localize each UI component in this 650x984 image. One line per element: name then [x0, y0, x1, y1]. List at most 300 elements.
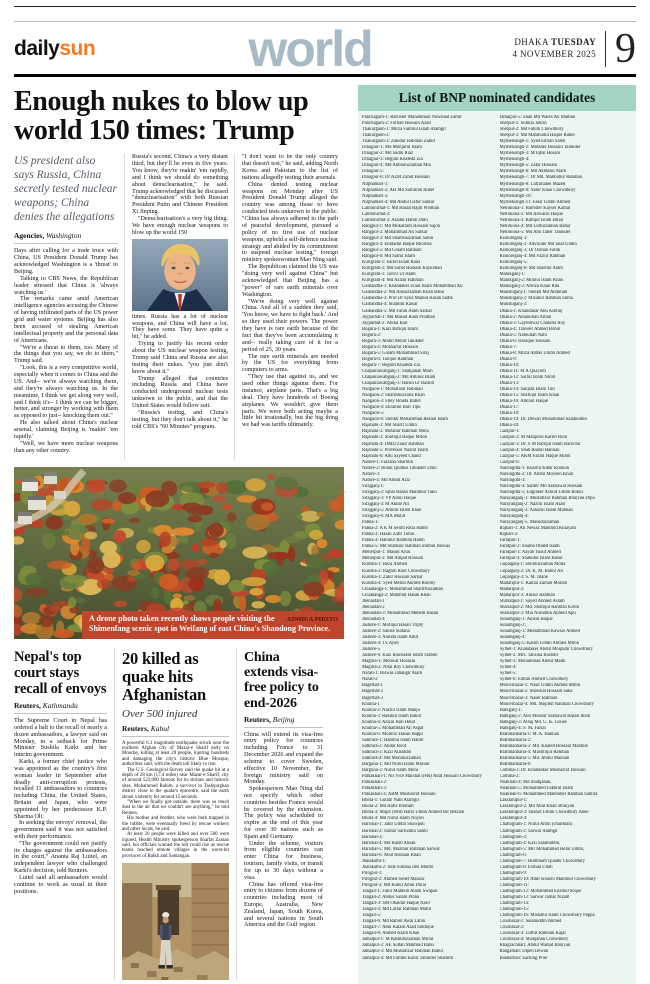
candidate-entry: Khulna-4: Azizul Bari Helal	[362, 719, 415, 725]
paragraph: times. Russia has a lot of nuclear weapons, and China will have a lot. They have some. They have quite a bit," he added.	[132, 313, 228, 341]
candidate-entry: Kishoreganj-5:	[499, 260, 528, 266]
main-body-col2-top	[132, 154, 228, 237]
byline-source: Agencies,	[14, 231, 45, 241]
candidate-entry: Jashore-3: Aninda Islam Amit	[362, 635, 419, 641]
candidate-entry: Narsingdhi-4: Sarder Md Sakhawat Hossain	[499, 483, 583, 489]
paragraph: A powerful 6.3 magnitude earthquake struck near the northern Afghan city of Mazar-e Sharif early on Monday, killing at least 20 people, injuring hundreds and damaging the city's historic Blue Mosque, authorities said, with the death toll likely to rise.	[122, 740, 229, 768]
candidate-entry: Brahmanbaria-2:	[499, 737, 532, 743]
candidate-entry: Bagerhat-2	[362, 689, 383, 695]
candidate-entry: Naogaon-5:	[362, 411, 385, 417]
candidate-entry: Barishal-5: Md. Mazibur Rahman Sarwar	[362, 846, 440, 852]
bottom-articles	[14, 648, 344, 980]
candidate-entry: Jamalpur-4: Md Faridul Kabir Talukder Shamim	[362, 955, 454, 961]
paragraph: "When we finally got outside, there was so much dust in the air that we couldn't see anything," he told Reuters.	[122, 799, 229, 816]
paragraph: Trump alleged that countries including Russia and China have conducted underground nuclear tests unknown to the public, and that the United States would follow suit.	[132, 375, 228, 410]
candidate-entry: Mymensingh-6: Md Akhtarul Alam	[499, 169, 567, 175]
candidate-entry: Pabna-5: Md Shamsur Rahman Shimul Biswas	[362, 544, 451, 550]
candidate-entry: Dinajpur-3: Begum Khaleda Zia	[362, 157, 423, 163]
candidate-entry: Mymensingh-3: M Iqbal Hosain	[499, 151, 561, 157]
candidate-entry: Dinajpur-4: Md Akhtaruzzaman Mia	[362, 163, 431, 169]
candidate-entry: Gazipur-2: M Manjurul Karim Roni	[499, 435, 568, 441]
candidate-entry: Tangail-3: SM Obaidul Haque Nasir	[362, 901, 431, 907]
byline-location: Kathmandu	[42, 701, 78, 711]
candidate-entry: Kushtia-2: Raghib Rauf Chowdhury	[362, 568, 431, 574]
candidate-entry: Bagerhat-3	[362, 695, 383, 701]
candidate-entry: Bogura-2:	[362, 332, 382, 338]
candidate-entry: Barishal-4: Md Razib Ahsan	[362, 840, 416, 846]
candidate-entry: Chattogram-8: Ershad Ullah	[499, 864, 553, 870]
candidate-entry: Gopalganj-1: Selimuzzaman Molla	[499, 562, 566, 568]
bnp-panel	[358, 85, 636, 984]
candidate-entry: Dhaka-2: Amanullah Aman	[499, 314, 552, 320]
byline-location: Washington	[46, 231, 82, 241]
candidate-entry: Dhaka-14: Sanjida Islam Tuli	[499, 387, 555, 393]
dateline-date: 4 NOVEMBER 2025	[512, 49, 596, 59]
candidate-entry: Gazipur-6:	[499, 459, 520, 465]
dateline-city: DHAKA	[514, 37, 549, 48]
candidate-entry: Sirajganj-4: M Akbar Ali	[362, 502, 410, 507]
candidate-entry: Dinajpur-1: Md Monjurul Islam	[362, 145, 422, 151]
candidate-entry: Jamalpur-5: Shah Md Wares Ali Mamun	[499, 115, 576, 120]
candidate-entry: Jamalpur-1: M Rashiduzzaman Millat	[362, 937, 434, 943]
candidate-entry: Rangpur-6: Md Saiful Islam	[362, 254, 415, 260]
paragraph: China will extend its visa-free entry policy for countries including France to 31 December 2026 and expand the scheme to cover Sweden, effective 10 November, the foreign ministry said on Monday.	[244, 730, 323, 786]
candidate-entry: Khulna-5: Mohammad Ali Asgar	[362, 725, 424, 731]
candidate-entry: Dhaka-1: Khandakar Abu Ashfaq	[499, 308, 563, 314]
candidate-entry: Dhaka-8: Mirza Abbas Uddin Ahmed	[499, 350, 570, 356]
candidate-entry: Jashore-2: Sabira Sultana	[362, 628, 410, 634]
candidate-entry: Naogaon-4: Ekramul Bari Tipu	[362, 405, 421, 411]
candidate-entry: Dhaka-7:	[499, 344, 517, 350]
candidate-entry: Moulvibazar-1: Nasir Uddin Ahmed Mithu	[499, 683, 581, 689]
candidate-entry: Sirajganj-1:	[362, 483, 385, 489]
candidate-entry: Gazipur-5: AKM Fazlul Haque Milon	[499, 453, 571, 459]
candidate-entry: Chattogram-4: Kazi Salahuddin,	[499, 840, 561, 846]
candidate-entry: Chapainawabganj-3: Harun Ur Rashid	[362, 381, 434, 387]
candidate-entry: Noakhali-5: Mohammed Fakhrul Islam	[499, 786, 574, 792]
candidate-entry: Bogura-3: Abdul Mohit Talukder	[362, 338, 424, 344]
candidate-entry: Narsingdhi-1: Khairul Kabir Khokon	[499, 465, 570, 471]
candidate-entry: Chattogram-7: Hummam Quader Chowdhury	[499, 858, 586, 864]
left-region	[14, 85, 344, 984]
candidate-entry: Tangail-6: Md Rabiul Awal Lablu	[362, 919, 426, 925]
dateline-divider	[605, 31, 606, 67]
candidate-entry: Brahmanbaria-6:	[499, 762, 532, 768]
main-story-col-2	[124, 154, 234, 460]
trump-portrait-image	[132, 239, 228, 311]
paragraph: Karki, a former chief justice who was appointed as the country's first woman leader in September after deadly anti-corruption protests, recalled 11 ambassadors to countries including China, the United States, Britain and Japan, who were appointed by her predecessor K.P. Sharma Oli.	[14, 758, 107, 820]
candidate-entry: Bogura-6: Tarique Rahman	[362, 356, 414, 362]
dateline-day: TUESDAY	[551, 37, 596, 48]
candidate-entry: Bagerhat-1	[362, 683, 383, 689]
candidate-entry: Sylhet-4:	[499, 665, 517, 671]
candidate-entry: Gazipur-1:	[499, 429, 520, 435]
paragraph: "We're doing very well against China. And all of a sudden they said, 'You know, we have to fight back.' And so they used their powers. The power they have is rare earth because of the fact that they've been accumulating it and-- really taking care of it for a period of 25, 30 years.	[242, 298, 338, 353]
candidate-entry: Dhaka-9:	[499, 356, 517, 362]
candidate-entry: Thakurgaon-1: Mirza Fakhrul Islam Alamgir	[362, 127, 447, 133]
quake-subhead: Over 500 injured	[122, 707, 198, 720]
candidate-entry: Chuadanga-1: Mohammad Shariffuzzaman	[362, 586, 443, 592]
candidate-entry: Naogaon-1: Mostafizur Rahman	[362, 387, 423, 393]
candidate-entry: Jhenaidah-1	[362, 598, 385, 604]
paragraph: Talking to CBS News, the Republican leader stressed that China is 'always watching us.'	[14, 275, 118, 296]
candidate-entry: Kishoreganj-2: Advocate Md Jalal Uddin	[499, 241, 577, 247]
candidate-entry: Sirajganj-5: Amirul Islam Khan	[362, 508, 422, 514]
candidate-entry: Manikganj-2: Moinul Islam Khan	[499, 278, 563, 284]
paragraph: His mother and brother, who were both trapped in the rubble, were eventually freed by rescue workers and other locals, he said.	[122, 816, 229, 832]
paragraph: China has offered visa-free entry to citizens from dozens of countries including most of Europe, Australia, New Zealand, Japan, South Korea, and several nations in South America and the Gulf region.	[244, 880, 323, 929]
candidate-entry: Shariatpur-1: Sayed Ahmed Aslam	[499, 598, 565, 604]
candidate-entry: Faridpur-3: Nayab Yusuf Ahmed	[499, 550, 561, 556]
candidate-entry: Sunamganj-3: Mohammad Kawsar Ahmed	[499, 628, 580, 634]
candidate-entry: Gaibandha-4: Shamim Kaisar	[362, 302, 418, 308]
dateline-block	[446, 28, 636, 70]
candidate-entry: Chapainawabganj-2: Md Aminul Islam	[362, 375, 436, 381]
candidate-entry: Chattogram-10: Amir Khasru Mahmud Chowdhury	[499, 876, 597, 882]
candidate-entry: Manikganj-1:	[499, 272, 526, 278]
candidate-entry: Narayanganj-1: Mustafizur Rahman Bhuiyan Dipu	[499, 495, 595, 501]
candidate-entry: Meherpur-2: Md Amjad Hossain	[362, 556, 424, 562]
candidate-entry: Jhalakathi-1:	[362, 858, 387, 864]
candidate-entry: Munshiganj-1: Sheikh Md Abdullah	[499, 290, 568, 296]
candidate-entry: Dhaka-10:	[499, 362, 520, 368]
candidate-entry: Bandarban: Saching Prue	[499, 955, 548, 961]
candidate-entry: Jashore-5	[362, 647, 380, 653]
candidate-entry: Sirajganj-2: Iqbal Hasan Mahmud Tuku	[362, 489, 437, 495]
visa-article	[236, 648, 330, 980]
byline-location: Kabul	[150, 723, 170, 733]
candidate-entry: Gazipur-3: Dr. S M Rafiqul Islam Bachchu	[499, 441, 581, 447]
byline-location: Beijing	[272, 714, 295, 724]
candidate-entry: Gopalganj-2: Dr. K. M. Babor Ali	[499, 568, 564, 574]
quake-article	[114, 648, 236, 980]
candidate-entry: Munshiganj-2: Mizanur Rahman Sinha	[499, 296, 573, 302]
candidate-entry: Narail-2	[362, 677, 378, 683]
candidate-entry: Rajshahi-3: Shofiqul Haque Milon	[362, 435, 427, 441]
candidate-entry: Dhaka-3: Gayeshwar Chandra Roy	[499, 320, 566, 326]
candidate-entry: Sunamganj-1: Anisul Haque	[499, 616, 553, 622]
candidate-entry: Coxsbazar-2:	[499, 925, 525, 931]
candidate-entry: Khulna-2: Nazrul Islam Manju	[362, 707, 420, 713]
candidate-entry: Patuakhali-2:	[362, 780, 387, 786]
candidate-entry: Rajshahi-4: DMD Ziaur Rahman	[362, 441, 424, 447]
candidate-entry: Chattogram-13: Sarwar Jamal Nizam	[499, 895, 570, 901]
paragraph: "They use that against us, and we used other things against them. For instance, airplane parts. That's a big deal. They have hundreds of Boeing airplanes. We wouldn't give them parts. We were both acting maybe a little bit irrationally, but the big thing we had was tariffs ultimately.	[242, 374, 338, 429]
candidate-entry: Patuakhali-1: Air Vice Marshal (retd) Altaf Hossain Chowdhury	[362, 774, 483, 780]
candidate-entry: Faridpur-1:	[499, 538, 521, 544]
candidate-entry: Mymensingh-4:	[499, 157, 530, 163]
candidate-entry: Joypurhat-2: Abdul Bari	[362, 320, 408, 326]
candidate-entry: Sylhet-2: Mrs. Tahsina Rushdir	[499, 653, 559, 659]
candidate-entry: Dhaka-15: Shafiqul Islam Khan	[499, 393, 560, 399]
nepal-body	[14, 718, 107, 895]
candidate-entry: Pabna-3: Hasan Zafir Tuhin	[362, 532, 415, 538]
candidate-entry: Barishal-1: Jahir Uddin Shawpon	[362, 822, 425, 828]
candidate-entry: Thakurgaon-2:	[362, 133, 390, 139]
candidate-entry: Magura-1: Monwar Hossain	[362, 659, 416, 665]
daily-sun-logo	[14, 37, 174, 61]
candidate-entry: Meherpur-1: Masud Arun	[362, 550, 411, 556]
bnp-list-right	[500, 115, 633, 967]
paragraph: "The government could not justify its charges against the ambassadors in the court," Ananta Raj Luitel, an independent lawyer who challenged Karki's decision, told Reuters.	[14, 839, 107, 875]
candidate-entry: Comilla-2:	[499, 774, 520, 780]
candidate-entry: Sunamganj-4:	[499, 635, 526, 641]
candidate-entry: Kishoreganj-6: Md Shariful Alam	[499, 266, 563, 272]
section-title: world	[248, 21, 372, 77]
paragraph: The U.S. Geological Survey said the quake hit at a depth of 28 km (17.4 miles) near Mazar-e Sharif, city of around 523,000 famous for its shrines and historic sites. Mohammad Rahim, a survivor in Tashqurghan district close to the quake's epicentre, said the earth shook violently for around 15 seconds.	[122, 767, 229, 800]
candidate-entry: Naogaon-3: Fdey Houda Babol	[362, 399, 421, 405]
candidate-entry: Patuakhali-4: ABM Mosharraf Hossain	[362, 792, 436, 798]
candidate-entry: Shariatpur-2: Md. Shafiqul Rahman Kiron	[499, 604, 579, 610]
visa-byline	[244, 715, 323, 728]
bnp-panel-columns	[358, 111, 636, 971]
candidate-entry: Pabna-1:	[362, 520, 379, 526]
paragraph: In seeking the envoys' removal, the government said it was not satisfied with their performance.	[14, 819, 107, 840]
byline-source: Reuters,	[122, 723, 149, 733]
candidate-entry: Pirojpur-1:	[362, 870, 383, 876]
candidate-entry: Coxsbazar-4: Shahjahan Chowdhury	[499, 937, 569, 943]
candidate-entry: Rajshahi-6: Abu Sayeed Chand	[362, 453, 421, 459]
candidate-entry: Lalmonirhat-1: Md Hasan Rajib Prodhan	[362, 205, 440, 211]
candidate-entry: Kurigram-2: Md Sohel Hossain Kaykobad	[362, 266, 442, 272]
candidate-entry: Jamalpur-2: AE Sultan Mahmud Babu	[362, 943, 434, 949]
visa-body	[244, 732, 323, 930]
candidate-entry: Netrokona-1: Barrister Kayser Kamal	[499, 205, 571, 211]
candidate-entry: Satkhira-2: Abdur Rouf	[362, 743, 407, 749]
candidate-entry: Mymensingh-1: Syed Emran Saleh	[499, 139, 566, 145]
candidate-entry: Naogaon-6: Sheikh Mohammad Rezaul Islam	[362, 417, 448, 423]
candidate-entry: Khagrachhari: Abdul Wadud Bhuiyan	[499, 943, 571, 949]
candidate-entry: Sylhet-5:	[499, 671, 517, 677]
candidate-entry: Narayanganj-4:	[499, 514, 529, 520]
paragraph: Days after calling for a trade truce with China, US President Donald Trump has acknowledged Washington is a 'threat' to Beijing.	[14, 248, 118, 275]
candidate-entry: Rangpur-1: Md Mokarram Hossain Sajon	[362, 223, 441, 229]
candidate-entry: Gaibandha-2: Md Anisuzzaman Khan Babu	[362, 290, 445, 296]
candidate-entry: Sherpur-2: Md Fahim Chowdhury	[499, 127, 564, 133]
candidate-entry: Noakhali-4: Md Shahjahan,	[499, 780, 552, 786]
candidate-entry: Pabna-2: A K M Selim Reza Habib	[362, 526, 428, 532]
candidate-entry: Rangpur-2: Mohammad Ali Sarkar	[362, 229, 428, 235]
candidate-entry: Chapainawabganj-1: Shahjahan Miah	[362, 368, 433, 374]
candidate-entry: Mymensingh-11: Fakir Uddin Ahmed	[499, 199, 571, 205]
candidate-entry: Dhaka-11: M A Quayum	[499, 368, 546, 374]
candidate-entry: Rajbari-1: Ali Newaz Mahmud Khaiyam	[499, 526, 577, 532]
paragraph: "Well, we have more nuclear weapons than any other country.	[14, 440, 118, 454]
candidate-entry: Netrokona-2: Md Anwarul Haque	[499, 211, 563, 217]
main-story-col-1	[14, 154, 124, 460]
candidate-entry: Mymensingh-2: Motaher Hossain Talukder	[499, 145, 581, 151]
masthead	[14, 21, 636, 77]
candidate-entry: Dhaka-19: Dr. Dewan Mohammad Salahuddin	[499, 417, 587, 423]
candidate-entry: Patuakhali-3:	[362, 786, 387, 792]
candidate-entry: Khulna-6: Monirul Hasan Bappi	[362, 731, 423, 737]
candidate-entry: Rangpur-4: Emdadul Haque Bhorosa	[362, 241, 432, 247]
photo-caption-text: A drone photo taken recently shows people visiting the Shimenfang scenic spot in Weifang of east China's Shandong Province.	[89, 613, 331, 634]
candidate-entry: Chattogram-1: Nurul Amin (chairman)	[499, 822, 573, 828]
main-story-col-3	[234, 154, 344, 460]
candidate-entry: Gaibandha-3: Prof Dr Syed Mainul Hasan Sadik	[362, 296, 453, 302]
candidate-entry: Dhaka-6: Ishraque Hossain	[499, 338, 551, 344]
candidate-entry: Faridpur-2: Shama Obaed Islam	[499, 544, 560, 550]
candidate-entry: Chattogram-3:	[499, 834, 527, 840]
candidate-entry: Rajshahi-1: Md Sharif Uddin	[362, 423, 417, 429]
paragraph: Luitel said all ambassadors would continue to work as usual in their positions.	[14, 873, 107, 895]
nepal-byline	[14, 701, 107, 714]
candidate-entry: Netrokona-4: Md Lutfuzzaman Babar	[499, 223, 571, 229]
bnp-list-left	[362, 115, 495, 967]
quake-byline	[122, 724, 229, 737]
candidate-entry: Kushtia-3: Zakir Hossain Sarkar	[362, 574, 423, 580]
candidate-entry: Bhola-1: Golam Nabi Alamgir	[362, 798, 420, 804]
candidate-entry: Madaripur-2:	[499, 586, 525, 592]
candidate-entry: Faridpur-4: Shahidul Islam Babul	[499, 556, 563, 562]
paragraph: "I don't want to be the only country that doesn't test," he said, adding North Korea and Pakistan to the list of nations allegedly testing their arsenals.	[242, 154, 338, 181]
candidate-entry: Pirojpur-2: Ahmed Sohel Manzur	[362, 876, 425, 882]
candidate-entry: Mymensingh-10:	[499, 193, 532, 199]
quake-headline: 20 killed as quake hits Afghanistan	[122, 649, 206, 704]
candidate-entry: Gopalganj-3: S. M. Jilane	[499, 574, 548, 580]
candidate-entry: Chuadanga-2: Mahmud Hasan Khan	[362, 592, 431, 598]
candidate-entry: Coxsbazar-1: Salahuddin Ahmed	[499, 919, 562, 925]
candidate-entry: Satkhira-4: Md Moninuzzaman	[362, 755, 421, 761]
candidate-entry: Tangail-2: Abdus Salam Pinnu	[362, 895, 420, 901]
logo-daily: daily	[14, 37, 60, 60]
candidate-entry: Satkhira-3: Kazi Alauddin	[362, 749, 412, 755]
candidate-entry: Lalmonirhat-2:	[362, 211, 391, 217]
paragraph: The remarks came amid American intelligence agencies accusing the Chinese of having infiltrated parts of the US power grid and water systems. Beijing has also been accused of stealing American intellectual property and the personal data of Americans.	[14, 296, 118, 344]
candidate-entry: Rangpur-3: Md Shamsuzzaman Samu	[362, 235, 434, 241]
candidate-entry: Sunamganj-2:	[499, 622, 526, 628]
candidate-entry: Barishal-6: Abul Hossain Khan	[362, 852, 421, 858]
quake-rubble-image	[122, 863, 229, 980]
paragraph: "We're a threat to them, too. Many of the things that you say, we do to them," Trump said.	[14, 344, 118, 365]
candidate-entry: Magura-2: Nitai Roy Chowdhury	[362, 665, 425, 671]
candidate-entry: Pabna-4: Habibur Rahman Habib	[362, 538, 425, 544]
candidate-entry: Sunamganj-5: Kalim Uddin Ahmed Milon	[499, 641, 579, 647]
main-body-col3	[242, 154, 338, 429]
candidate-entry: Noakhali-6: Mohammed Mahbuber Rahman Samira	[499, 792, 598, 798]
byline-source: Reuters,	[14, 701, 41, 711]
paragraph: "Russia's testing, and China's testing, but they don't talk about it," he told CBS's "60 Minutes" program.	[132, 409, 228, 430]
candidate-entry: Sirajganj-6: MA Muhit	[362, 514, 406, 520]
candidate-entry: Narayanganj-2: Nazrul Islam Azad	[499, 502, 565, 507]
candidate-entry: Bogura-4: Mosharraf Hossain	[362, 344, 418, 350]
candidate-entry: Madaripur-1: Kamal Zaman Mollah	[499, 580, 567, 586]
candidate-entry: Narsingdhi-2: Dr. Abdul Moyeen Khan	[499, 471, 574, 477]
main-headline: Enough nukes to blow up world 150 times: Trump	[14, 86, 309, 147]
candidate-entry: Chattogram-16: Miskatul Islam Chowdhury Pappa	[499, 913, 595, 919]
candidate-entry: Chattogram-6:	[499, 852, 527, 858]
candidate-entry: Netrokona-5: Md Abu Taher Talukder	[499, 229, 571, 235]
candidate-entry: Chattogram-5: Mir Mohammed Helal Uddin,	[499, 846, 585, 852]
candidate-entry: Bogura-7: Begum Khaleda Zia	[362, 362, 420, 368]
candidate-entry: Moulvibazar-3: Naser Rahman	[499, 695, 558, 701]
photo-credit: -XINHUA PHOTO	[284, 615, 338, 623]
candidate-entry: Mymensingh-8: Lutfullahel Mazed	[499, 181, 566, 187]
candidate-entry: Shariatpur-3: Mia Nuruddin Ahmed Apu	[499, 610, 576, 616]
candidate-entry: Rangpur-5: Md Golam Rabbani	[362, 248, 422, 254]
candidate-entry: Nilphamari-4: Md Abdul Gafur Sarkar	[362, 199, 435, 205]
candidate-entry: Barishal-2: Sardar Sarfuddin Santu	[362, 828, 428, 834]
candidate-entry: Manikganj-3: Afroza Khan Rita	[499, 284, 560, 290]
candidate-entry: Natore-2: Ruhul Quddus Talukder Dulu	[362, 465, 437, 471]
candidate-entry: Chattogram-12: Mohammed Enamul hoque	[499, 889, 582, 894]
candidate-entry: Rajbari-2:	[499, 532, 519, 538]
candidate-entry: Kurigram-1: Saiful Islam Rana	[362, 260, 421, 266]
candidate-entry: Chattogram-9:	[499, 870, 527, 876]
candidate-entry: Sylhet-1: Khandaker Abdul Moqtadir Chowdhury	[499, 647, 593, 653]
candidate-entry: Rajshahi-5: Professor Nazrul Islam	[362, 447, 429, 453]
standfirst: US president also says Russia, China secretly tested nuclear weapons; China denies the allegations	[14, 155, 118, 224]
candidate-entry: Coxsbazar-3: Lutfur Rahman Kajal	[499, 931, 566, 937]
candidate-entry: Dhaka-13:	[499, 381, 520, 387]
bnp-panel-title: List of BNP nominated candidates	[358, 85, 636, 111]
candidate-entry: Sherpur-1: Sumila Jabrin	[499, 121, 547, 127]
candidate-entry: Pirojpur-3: Md Ruhul Amin Dulal	[362, 882, 426, 888]
candidate-entry: Nilphamari-1:	[362, 181, 389, 187]
candidate-entry: Dhaka-18:	[499, 411, 520, 417]
candidate-entry: Narayanganj-5: Masuduzzaman	[499, 520, 560, 526]
candidate-entry: Satkhira-1: Habibul Islam Habib	[362, 737, 424, 743]
candidate-entry: Tangail-7: Abul Kalam Azad Siddique	[362, 925, 434, 931]
paragraph: Spokesperson Mao Ning did not specify which other countries besides France would be covered by the extension. The policy was scheduled to expire at the end of this year for over 30 nations such as Spain and Germany.	[244, 785, 323, 840]
candidate-entry: Natore-1: Farzana Sharmin	[362, 459, 414, 465]
candidate-entry: Naogaon-2: Shamshuzzoha Khan	[362, 393, 425, 399]
candidate-entry: Kushtia-4: Syed Mehdi Ahmed Roomy	[362, 580, 436, 586]
candidate-entry: Brahmanbaria-3: Md. Khaled Hossain Mahbub	[499, 743, 588, 749]
candidate-entry: Moulvibazar-4: Md. Mojibur Rahman Chowdhury	[499, 701, 595, 707]
candidate-entry: Khulna-1	[362, 701, 380, 707]
candidate-entry: Moulvibazar-2: Shawkat Hossain Saka	[499, 689, 573, 695]
main-story-columns	[14, 154, 344, 460]
paragraph: China denied testing nuclear weapons on Monday after US President Donald Trump alleged the country was among those to have conducted tests unknown to the public. "China has always adhered to the path of peaceful development, pursued a policy of no first use of nuclear weapons, upheld a self-defence nuclear strategy and abided by its commitment to suspend nuclear testing," foreign ministry spokeswoman Mao Ning said.	[242, 181, 338, 264]
candidate-entry: Jhenaidah-4	[362, 616, 385, 622]
candidate-entry: Kurigram-3: Tasvir Ul Islam	[362, 272, 416, 278]
candidate-entry: Barguna-1: Md Nurul Islam Mollah	[362, 762, 430, 768]
paragraph: The rare earth minerals are needed by the US for everything from computers to arms.	[242, 353, 338, 374]
candidate-entry: Chattogram-15:	[499, 907, 530, 913]
candidate-entry: Habiganj-4: S. M. Faisal	[499, 725, 546, 731]
paragraph: "Look, this is a very competitive world, especially when it comes to China and the US. And-- we're always watching them, and they're always watching us. In the meantime, I think we get along very well, and I think it's-- I think we can be bigger, better, and stronger by working with them as opposed to just-- knocking them out."	[14, 365, 118, 420]
candidate-entry: Brahmanbaria-5: Md. Abdul Mannan	[499, 755, 570, 761]
candidate-entry: Rangamati: Dipen Dewan	[499, 949, 549, 955]
candidate-entry: Brahmanbaria-4: Mushfiqur Rahman	[499, 749, 570, 755]
candidate-entry: Jhenaidah-2	[362, 604, 385, 610]
candidate-entry: Rajshahi-2: Mizanur Rahman Minu	[362, 429, 429, 435]
candidate-entry: Khulna-3: Rakibul Islam Bakul	[362, 713, 421, 719]
candidate-entry: Netrokona-3: Rafiqul Islam Hilali	[499, 217, 564, 223]
paragraph: Under the scheme, visitors from eligible countries can enter China for business, tourism, family visits, or transit for up to 30 days without a visa.	[244, 839, 323, 881]
candidate-entry: Nilphamari-3:	[362, 193, 389, 199]
main-body-col1	[14, 248, 118, 454]
candidate-entry: Natore-4: Md Abdul Aziz	[362, 477, 411, 483]
candidate-entry: Dhaka-17:	[499, 405, 520, 411]
paragraph: The Republican claimed the US was "doing very well against China" but acknowledged that Beijing has a "power" of rare earth minerals over Washington.	[242, 264, 338, 298]
candidate-entry: Narsingdhi-3:	[499, 477, 526, 483]
candidate-entry: Gaibandha-1: Khandaker Ziaul Islam Mohammad Ali	[362, 284, 463, 290]
candidate-entry: Kishoreganj-4: Md Fazlur Rahman	[499, 254, 566, 260]
nepal-headline: Nepal's top court stays recall of envoys	[14, 649, 107, 697]
candidate-entry: Narayanganj-3: Azharul Islam Mannan	[499, 508, 573, 514]
nepal-article	[14, 648, 114, 980]
paragraph: "Denuclearisation's a very big thing. We have enough nuclear weapons to blow up the world 150	[132, 216, 228, 236]
candidate-entry: Gazipur-4: Shah Riazul Hannan	[499, 447, 560, 453]
candidate-entry: Dhaka-12: Saiful Islam Nirob	[499, 375, 556, 381]
candidate-entry: Lakshmipur-3: Shahid Uddin Chowdhury Anee	[499, 810, 589, 816]
candidate-entry: Bhola-3: Major (retd) Hafiz Uddin Ahmed Bir Bikram	[362, 810, 465, 816]
candidate-entry: Chattogram-14:	[499, 901, 530, 907]
candidate-entry: Dinajpur-5:	[362, 169, 384, 175]
